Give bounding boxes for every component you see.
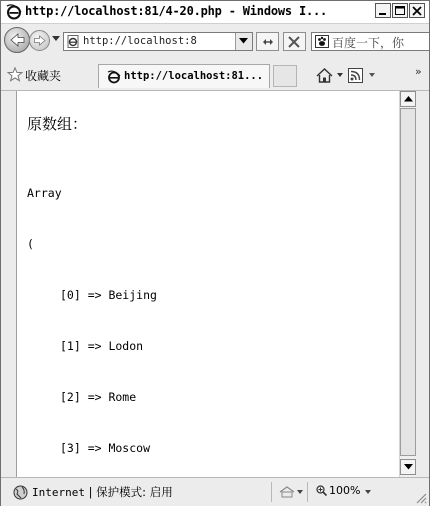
security-icon[interactable] [279,486,303,498]
back-button[interactable] [4,27,30,53]
new-tab-button[interactable] [273,65,297,87]
protected-mode-status: 保护模式: 启用 [96,485,173,499]
array-item: [2] => Rome [60,390,137,404]
refresh-button[interactable] [256,32,279,51]
window-title: http://localhost:81/4-20.php - Windows I... [25,4,328,18]
maximize-button[interactable] [392,3,408,18]
ie-tab-icon [107,70,121,84]
favorites-button[interactable]: 收藏夹 [25,69,62,83]
zone-separator: | [84,485,97,499]
baidu-icon [315,35,329,48]
tab-title: http://localhost:81... [124,70,264,82]
status-divider [271,482,272,502]
home-dropdown-icon[interactable] [337,73,343,77]
scroll-up-arrow-icon [404,96,413,102]
refresh-icon [260,35,276,49]
title-bar [1,1,429,24]
stop-button[interactable] [283,32,306,51]
zone-name: Internet [32,486,85,499]
array-open-paren: ( [27,237,34,251]
original-array-heading: 原数组： [27,115,88,133]
search-box[interactable] [311,32,429,51]
scroll-down-button[interactable] [400,459,416,475]
scrollbar-thumb[interactable] [400,108,416,456]
back-arrow-icon [5,28,29,52]
forward-arrow-icon [30,31,49,50]
array-label: Array [27,186,62,200]
maximize-icon [395,6,405,16]
zoom-icon[interactable] [316,485,327,496]
vertical-scrollbar[interactable] [399,91,416,477]
array-item: [1] => Lodon [60,339,144,353]
more-commands-icon[interactable]: » [415,65,422,78]
favorites-bar [1,59,429,91]
status-divider [307,482,308,502]
stop-icon [287,35,301,49]
close-button[interactable] [409,3,425,18]
array-item: [3] => Moscow [60,441,151,455]
zone-info[interactable] [32,484,173,500]
search-input[interactable]: 百度一下，你 [332,36,405,50]
original-array-output [27,151,215,477]
scroll-down-arrow-icon [404,464,413,470]
favorites-star-icon [7,67,23,82]
globe-icon [13,485,28,500]
forward-button[interactable] [29,30,50,51]
scroll-up-button[interactable] [400,91,416,107]
close-icon [412,6,422,16]
resize-grip-icon[interactable] [415,492,427,504]
page-content [16,91,400,477]
home-icon[interactable] [316,68,333,83]
address-bar[interactable] [63,32,253,51]
page-icon [67,35,80,48]
feeds-dropdown-icon[interactable] [369,73,375,77]
zoom-level[interactable]: 100% [329,484,361,497]
zoom-dropdown-icon[interactable] [365,490,371,494]
ie-logo-icon [6,4,22,20]
navigation-bar [1,24,429,58]
array-item: [0] => Beijing [60,288,157,302]
feeds-icon[interactable] [348,68,363,83]
minimize-button[interactable] [375,3,391,18]
browser-tab[interactable] [98,64,270,88]
chevron-down-icon [239,38,248,44]
address-input[interactable]: http://localhost:8 [83,35,197,47]
history-dropdown-icon[interactable] [52,36,60,42]
status-bar [1,477,429,506]
minimize-icon [378,6,388,16]
address-dropdown-button[interactable] [235,33,252,50]
